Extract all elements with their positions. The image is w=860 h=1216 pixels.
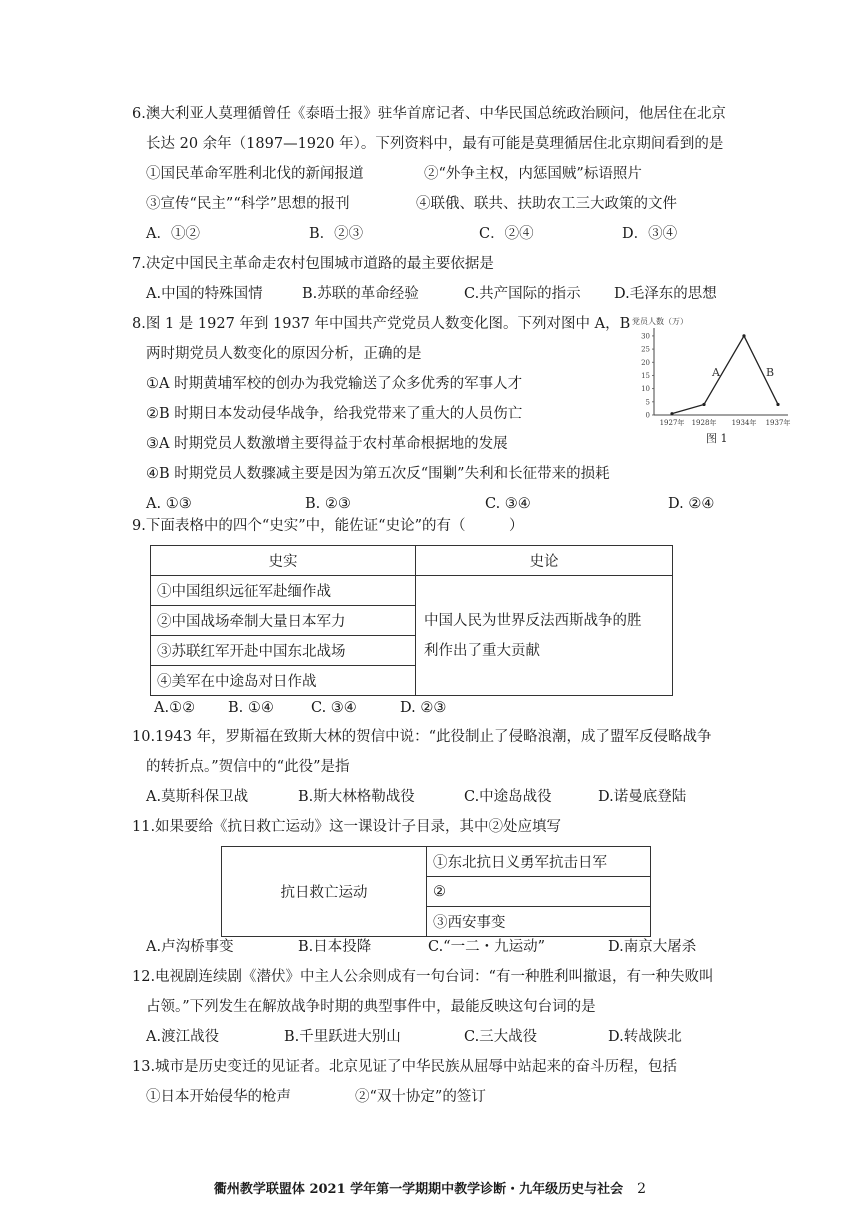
q8-stem-line1: 8.图 1 是 1927 年到 1937 年中国共产党党员人数变化图。下列对图中 A，B — [132, 316, 631, 332]
q9-thesis-line2: 利作出了重大贡献 — [424, 642, 540, 659]
q12-option-d[interactable]: D.转战陕北 — [608, 1029, 682, 1045]
chart-annotation-b: B — [766, 366, 775, 379]
chart-y-tick-label: 0 — [645, 411, 650, 420]
q6-item-4: ④联俄、联共、扶助农工三大政策的文件 — [416, 196, 677, 212]
q11-lesson-title: 抗日救亡运动 — [222, 847, 427, 937]
q10-stem-line1: 10.1943 年，罗斯福在致斯大林的贺信中说：“此役制止了侵略浪潮，成了盟军反侵略战争 — [132, 729, 712, 745]
q8-item-1: ①A 时期黄埔军校的创办为我党输送了众多优秀的军事人才 — [146, 376, 523, 392]
q8-option-b[interactable]: B. ②③ — [305, 496, 351, 512]
chart-y-label: 党员人数（万） — [632, 317, 688, 326]
q6-stem-line1: 6.澳大利亚人莫理循曾任《泰晤士报》驻华首席记者、中华民国总统政治顾问，他居住在北京 — [132, 106, 726, 122]
chart-x-tick-label: 1927年 — [659, 419, 685, 427]
q9-thesis-line1: 中国人民为世界反法西斯战争的胜 — [424, 612, 642, 629]
chart-y-tick-label: 10 — [641, 385, 650, 394]
q9-fact-1: ①中国组织远征军赴缅作战 — [151, 576, 416, 606]
footer-text: 衢州教学联盟体 2021 学年第一学期期中教学诊断・九年级历史与社会 — [213, 1182, 624, 1197]
q11-option-c[interactable]: C.“一二・九运动” — [428, 939, 546, 955]
chart-y-tick-label: 25 — [641, 345, 650, 354]
q13-item-2: ②“双十协定”的签订 — [355, 1089, 486, 1105]
q6-option-a[interactable]: A．①② — [146, 226, 200, 242]
q8-item-2: ②B 时期日本发动侵华战争，给我党带来了重大的人员伤亡 — [146, 406, 523, 422]
q11-option-a[interactable]: A.卢沟桥事变 — [146, 939, 234, 955]
q6-item-2: ②“外争主权，内惩国贼”标语照片 — [424, 166, 642, 182]
chart-caption: 图 1 — [706, 432, 728, 444]
q11-option-d[interactable]: D.南京大屠杀 — [608, 939, 697, 955]
chart-y-tick-label: 15 — [641, 371, 650, 380]
chart-point — [742, 334, 745, 337]
q6-stem-line2: 长达 20 余年（1897—1920 年）。下列资料中，最有可能是莫理循居住北京期间看到的是 — [146, 136, 724, 152]
q9-thesis — [416, 576, 673, 696]
q10-option-b[interactable]: B.斯大林格勒战役 — [298, 789, 415, 805]
q13-item-1: ①日本开始侵华的枪声 — [146, 1089, 291, 1105]
q9-header-facts: 史实 — [151, 546, 416, 576]
q9-table — [150, 545, 673, 696]
q8-option-d[interactable]: D. ②④ — [668, 496, 715, 512]
q11-row-3: ③西安事变 — [427, 907, 651, 937]
chart-x-tick-label: 1928年 — [691, 419, 717, 427]
q7-options — [0, 284, 860, 304]
q13-stem: 13.城市是历史变迁的见证者。北京见证了中华民族从屈辱中站起来的奋斗历程，包括 — [132, 1059, 678, 1075]
q12-stem-line1: 12.电视剧连续剧《潜伏》中主人公余则成有一句台词：“有一种胜利叫撤退，有一种失败叫 — [132, 969, 714, 985]
q12-option-c[interactable]: C.三大战役 — [464, 1029, 538, 1045]
q7-option-d[interactable]: D.毛泽东的思想 — [614, 286, 717, 302]
chart-x-tick-label: 1934年 — [731, 419, 757, 427]
q9-fact-2: ②中国战场牵制大量日本军力 — [151, 606, 416, 636]
q11-row-1: ①东北抗日义勇军抗击日军 — [427, 847, 651, 877]
chart-series-line — [672, 336, 778, 414]
q9-stem: 9.下面表格中的四个“史实”中，能佐证“史论”的有（ ） — [132, 518, 524, 534]
q9-fact-4: ④美军在中途岛对日作战 — [151, 666, 416, 696]
q7-stem: 7.决定中国民主革命走农村包围城市道路的最主要依据是 — [132, 256, 494, 272]
q11-table — [221, 846, 651, 937]
q10-stem-line2: 的转折点。”贺信中的“此役”是指 — [146, 759, 350, 775]
q10-option-c[interactable]: C.中途岛战役 — [464, 789, 552, 805]
page-footer — [0, 1178, 860, 1197]
chart-y-tick-label: 20 — [641, 358, 650, 367]
q12-option-b[interactable]: B.千里跃进大别山 — [284, 1029, 401, 1045]
q6-item-1: ①国民革命军胜利北伐的新闻报道 — [146, 166, 364, 182]
q8-stem-line2: 两时期党员人数变化的原因分析，正确的是 — [146, 346, 422, 362]
chart-point — [776, 403, 779, 406]
q11-row-2: ② — [427, 877, 651, 907]
chart-point — [702, 403, 705, 406]
q9-option-c[interactable]: C. ③④ — [311, 700, 357, 716]
q6-item-3: ③宣传“民主”“科学”思想的报刊 — [146, 196, 350, 212]
chart-y-tick-label: 30 — [641, 332, 650, 341]
q11-options — [0, 937, 860, 957]
q10-options — [0, 787, 860, 807]
q8-options — [0, 494, 860, 514]
q9-fact-3: ③苏联红军开赴中国东北战场 — [151, 636, 416, 666]
chart-marks — [632, 316, 790, 444]
chart-annotation-a: A — [712, 366, 720, 379]
q9-options — [0, 698, 860, 718]
q8-option-c[interactable]: C. ③④ — [485, 496, 531, 512]
q12-stem-line2: 占领。”下列发生在解放战争时期的典型事件中，最能反映这句台词的是 — [146, 999, 596, 1015]
q9-option-b[interactable]: B. ①④ — [228, 700, 274, 716]
q9-header-thesis: 史论 — [416, 546, 673, 576]
q9-option-a[interactable]: A.①② — [154, 700, 196, 716]
chart-x-tick-label: 1937年 — [765, 419, 791, 427]
chart-point — [670, 412, 673, 415]
q6-options — [0, 224, 860, 244]
q8-item-4: ④B 时期党员人数骤减主要是因为第五次反“围剿”失利和长征带来的损耗 — [146, 466, 610, 482]
q12-options — [0, 1027, 860, 1047]
page-number: 2 — [637, 1181, 647, 1197]
q7-option-b[interactable]: B.苏联的革命经验 — [302, 286, 419, 302]
q10-option-d[interactable]: D.诺曼底登陆 — [598, 789, 687, 805]
q9-option-d[interactable]: D. ②③ — [400, 700, 447, 716]
q11-option-b[interactable]: B.日本投降 — [298, 939, 372, 955]
q6-option-c[interactable]: C．②④ — [479, 226, 534, 242]
q6-option-b[interactable]: B．②③ — [309, 226, 364, 242]
party-membership-chart — [632, 314, 792, 444]
q7-option-c[interactable]: C.共产国际的指示 — [464, 286, 581, 302]
q11-stem: 11.如果要给《抗日救亡运动》这一课设计子目录，其中②处应填写 — [132, 819, 562, 835]
q7-option-a[interactable]: A.中国的特殊国情 — [146, 286, 263, 302]
q8-item-3: ③A 时期党员人数激增主要得益于农村革命根据地的发展 — [146, 436, 508, 452]
q12-option-a[interactable]: A.渡江战役 — [146, 1029, 220, 1045]
q8-option-a[interactable]: A. ①③ — [146, 496, 192, 512]
q6-option-d[interactable]: D．③④ — [622, 226, 678, 242]
chart-y-tick-label: 5 — [645, 398, 650, 407]
q10-option-a[interactable]: A.莫斯科保卫战 — [146, 789, 249, 805]
